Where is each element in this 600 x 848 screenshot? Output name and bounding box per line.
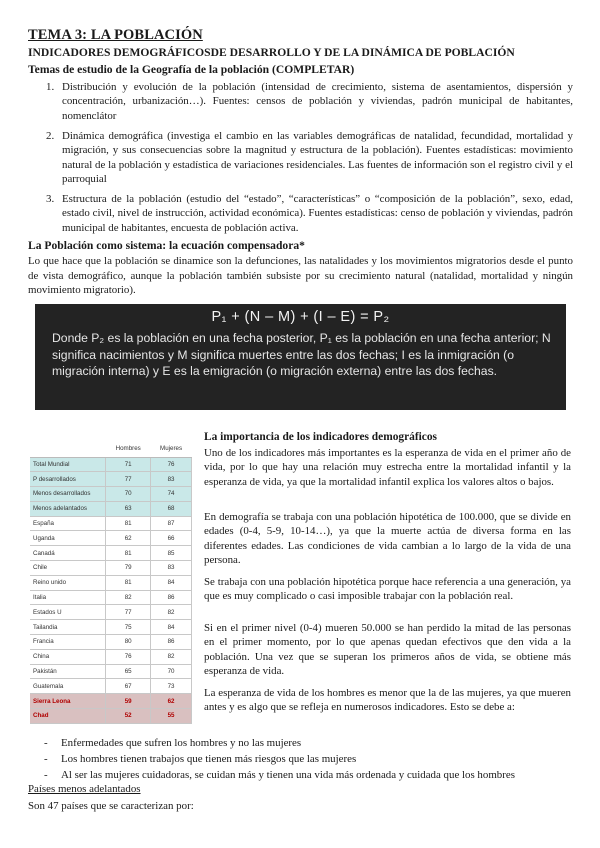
- women-value-cell: 74: [151, 487, 192, 502]
- country-cell: Menos desarrollados: [30, 487, 106, 502]
- country-cell: Sierra Leona: [30, 694, 106, 709]
- table-row: [30, 472, 192, 487]
- table-row: [30, 457, 192, 472]
- country-cell: Tailandia: [30, 620, 106, 635]
- country-cell: Total Mundial: [30, 457, 106, 472]
- men-value-cell: 63: [106, 501, 151, 516]
- women-value-cell: 86: [151, 635, 192, 650]
- table-row: [30, 679, 192, 694]
- system-paragraph: Lo que hace que la población se dinamice son la defunciones, las natalidades y los movimientos migratorios desde el punto de vista demográfico, aunque la población también subsiste por su crecimiento natural (natalidad, mortalidad y ningún movimiento migratorio).: [28, 255, 573, 297]
- indicators-paragraph-1: Uno de los indicadores más importantes es la esperanza de vida en el primer año de vida, por lo que hay una relación muy estrecha entre la mortalidad infantil y la esperanza de vida, ya que la mortalidad infantil explica los valores altos o bajos.: [204, 447, 571, 488]
- men-value-cell: 65: [106, 664, 151, 679]
- country-cell: China: [30, 649, 106, 664]
- men-value-cell: 76: [106, 649, 151, 664]
- men-value-cell: 81: [106, 546, 151, 561]
- column-header: [30, 441, 106, 457]
- study-topics-heading: Temas de estudio de la Geografía de la población (COMPLETAR): [28, 63, 355, 76]
- women-value-cell: 86: [151, 590, 192, 605]
- indicators-paragraph-3: Se trabaja con una población hipotética porque hace referencia a una generación, ya que es muy complicado o casi imposible trabajar con la población real.: [204, 576, 571, 603]
- reasons-list: [28, 736, 573, 784]
- men-value-cell: 82: [106, 590, 151, 605]
- table-row: [30, 561, 192, 576]
- formula-image: [35, 304, 566, 410]
- women-value-cell: 62: [151, 694, 192, 709]
- study-topics-list: [28, 80, 573, 241]
- women-value-cell: 70: [151, 664, 192, 679]
- country-cell: Guatemala: [30, 679, 106, 694]
- country-cell: Pakistán: [30, 664, 106, 679]
- table-row: [30, 635, 192, 650]
- table-header-row: [30, 441, 192, 457]
- country-cell: Estados U: [30, 605, 106, 620]
- men-value-cell: 77: [106, 605, 151, 620]
- country-cell: Francia: [30, 635, 106, 650]
- list-item-text: Los hombres tienen trabajos que tienen más riesgos que las mujeres: [61, 752, 357, 765]
- indicators-paragraph-4: Si en el primer nivel (0-4) mueren 50.000 se han perdido la mitad de las personas en el primer momento, por lo que apenas quedan efectivos que den vida a la población. Una vez que se superan los primeros años de vida, se obtiene más esperanza de vida.: [204, 622, 571, 678]
- country-cell: Chile: [30, 561, 106, 576]
- table-row: [30, 620, 192, 635]
- women-value-cell: 83: [151, 472, 192, 487]
- men-value-cell: 52: [106, 709, 151, 724]
- women-value-cell: 82: [151, 649, 192, 664]
- table-row: [30, 531, 192, 546]
- men-value-cell: 70: [106, 487, 151, 502]
- table-row: [30, 590, 192, 605]
- men-value-cell: 59: [106, 694, 151, 709]
- list-item: - Enfermedades que sufren los hombres y no las mujeres: [44, 737, 302, 749]
- indicators-heading: La importancia de los indicadores demográficos: [204, 431, 437, 443]
- column-header: Mujeres: [151, 441, 192, 457]
- country-cell: Menos adelantados: [30, 501, 106, 516]
- women-value-cell: 68: [151, 501, 192, 516]
- indicators-paragraph-5: La esperanza de vida de los hombres es menor que la de las mujeres, ya que mueren antes y es algo que se refleja en numerosos indicadores. Esto se debe a:: [204, 687, 571, 714]
- list-item-number: 2.: [46, 129, 55, 142]
- men-value-cell: 75: [106, 620, 151, 635]
- country-cell: Chad: [30, 709, 106, 724]
- table-row: [30, 649, 192, 664]
- men-value-cell: 67: [106, 679, 151, 694]
- women-value-cell: 84: [151, 575, 192, 590]
- country-cell: Uganda: [30, 531, 106, 546]
- column-header: Hombres: [106, 441, 151, 457]
- list-item-text: Distribución y evolución de la población (intensidad de crecimiento, sistema de asentamientos, dispersión y concentración, urbanización…). Fuentes: censos de población y viviendas, padrón municipal de habitantes, nomenclátor: [62, 81, 573, 122]
- women-value-cell: 73: [151, 679, 192, 694]
- men-value-cell: 81: [106, 575, 151, 590]
- indicators-paragraph-2: En demografía se trabaja con una población hipotética de 100.000, que se divide en edades (0-4, 5-9, 10-14…), ya que la muerte actúa de diversa forma en las diferentes edades. Las condiciones de vida cambian a lo largo de la vida de una persona.: [204, 511, 571, 567]
- list-item: [28, 80, 573, 123]
- country-cell: Italia: [30, 590, 106, 605]
- women-value-cell: 82: [151, 605, 192, 620]
- country-cell: Canadá: [30, 546, 106, 561]
- list-item: [28, 129, 573, 187]
- men-value-cell: 81: [106, 516, 151, 531]
- women-value-cell: 84: [151, 620, 192, 635]
- table-row: [30, 664, 192, 679]
- men-value-cell: 80: [106, 635, 151, 650]
- women-value-cell: 76: [151, 457, 192, 472]
- women-value-cell: 66: [151, 531, 192, 546]
- page-subtitle: INDICADORES DEMOGRÁFICOSDE DESARROLLO Y DE LA DINÁMICA DE POBLACIÓN: [28, 46, 515, 59]
- country-cell: España: [30, 516, 106, 531]
- list-item-number: 3.: [46, 193, 55, 206]
- men-value-cell: 62: [106, 531, 151, 546]
- table-row: [30, 487, 192, 502]
- equation-explanation: Donde P₂ es la población en una fecha posterior, P₁ es la población en una fecha anterior; N significa nacimientos y M significa muertes entre las dos fechas; I es la inmigración (o migración interna) y E es la emigración (o migración externa) entre las dos fechas.: [52, 331, 551, 379]
- table-row: [30, 605, 192, 620]
- women-value-cell: 85: [151, 546, 192, 561]
- women-value-cell: 83: [151, 561, 192, 576]
- country-cell: Reino unido: [30, 575, 106, 590]
- list-item-text: Al ser las mujeres cuidadoras, se cuidan más y tienen una vida más ordenada y cuidada que los hombres: [61, 768, 515, 781]
- list-item-text: Dinámica demográfica (investiga el cambio en las variables demográficas de natalidad, fecundidad, mortalidad y migración, y sus consecuencias sobre la magnitud y estructura de la población). Fuentes estadísticas: movimiento natural de la población y estadística de variaciones residenciales. Las fuentes de información son el registro civil y el parroquial: [62, 129, 573, 186]
- table-row: [30, 709, 192, 724]
- system-heading: La Población como sistema: la ecuación compensadora*: [28, 239, 305, 252]
- list-item: - Los hombres tienen trabajos que tienen más riesgos que las mujeres: [44, 752, 357, 765]
- men-value-cell: 79: [106, 561, 151, 576]
- compensating-equation: P₁ + (N – M) + (I – E) = P₂: [211, 309, 390, 325]
- least-developed-text: Son 47 países que se caracterizan por:: [28, 800, 194, 812]
- table-row: [30, 694, 192, 709]
- table-row: [30, 516, 192, 531]
- least-developed-heading: Países menos adelantados: [28, 783, 141, 795]
- men-value-cell: 71: [106, 457, 151, 472]
- list-item: [28, 192, 573, 235]
- list-item-text: Enfermedades que sufren los hombres y no las mujeres: [61, 737, 302, 749]
- women-value-cell: 55: [151, 709, 192, 724]
- life-expectancy-table: [30, 441, 192, 724]
- table-row: [30, 575, 192, 590]
- list-item: - Al ser las mujeres cuidadoras, se cuidan más y tienen una vida más ordenada y cuidada que los hombres: [44, 768, 515, 781]
- list-item-text: Estructura de la población (estudio del “estado”, “características” o “composición de la población”, sexo, edad, estado civil, nivel de instrucción, actividad económica). Fuentes estadísticas: censo de población y viviendas, padrón municipal de habitantes, encuesta de población activa.: [62, 193, 573, 234]
- page-title: TEMA 3: LA POBLACIÓN: [28, 27, 203, 43]
- table-row: [30, 546, 192, 561]
- table-row: [30, 501, 192, 516]
- list-item-number: 1.: [46, 81, 55, 93]
- men-value-cell: 77: [106, 472, 151, 487]
- women-value-cell: 87: [151, 516, 192, 531]
- country-cell: P desarrollados: [30, 472, 106, 487]
